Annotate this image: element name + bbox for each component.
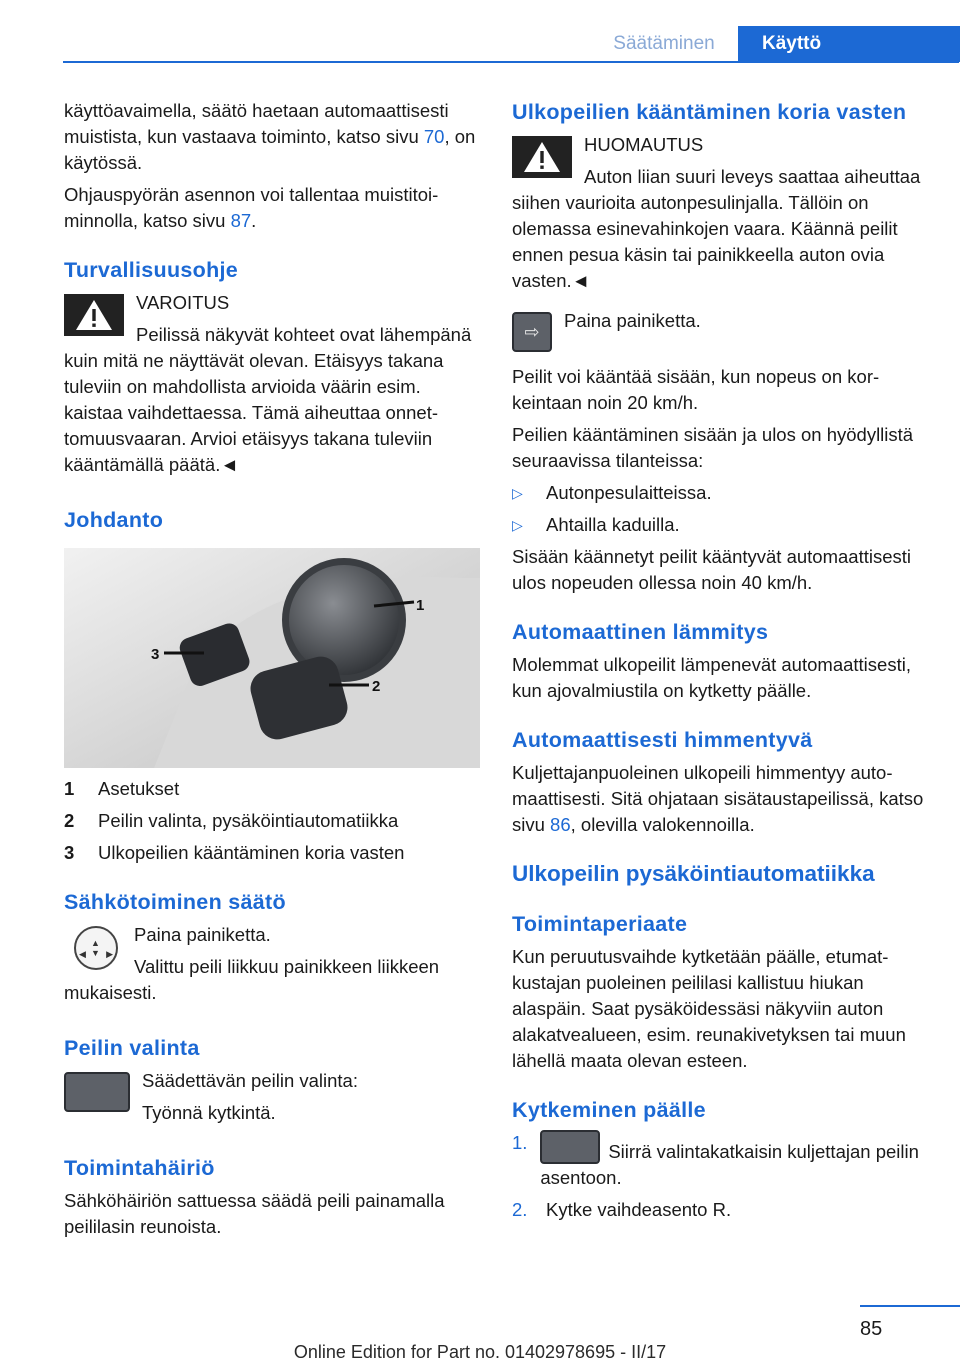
- warning-text: Peilissä näkyvät kohteet ovat lähempänä kuin mitä ne näyttävät olevan. Etäisyys takana tuleviin on mahdollista arvioida väärin esim. kaistaa vaihdettaessa. Tämä aiheuttaa onnettomuusvaaran. Arvioi etäisyys takana tuleviin kääntämällä päätä.◄: [64, 324, 472, 475]
- tab-saataminen[interactable]: Säätäminen: [613, 33, 715, 54]
- legend-item: 2 Peilin valinta, pysäköintiautomatiikka: [64, 810, 399, 831]
- note-block: [512, 132, 928, 300]
- electric-text-2: Valittu peili liikkuu painikkeen liikkeen mukaisesti.: [64, 956, 440, 1003]
- heading-safety: Turvallisuusohje: [64, 258, 239, 282]
- heading-mirror-select: Peilin valinta: [64, 1036, 200, 1060]
- heading-fold-mirrors: Ulkopeilien kääntäminen koria vasten: [512, 100, 907, 124]
- fold-press-text: Paina painiketta.: [564, 310, 701, 331]
- heading-fault: Toimintahäiriö: [64, 1156, 215, 1180]
- left-column: [64, 98, 482, 1246]
- legend-item: 3 Ulkopeilien kääntäminen koria vasten: [64, 842, 405, 863]
- page-link-87[interactable]: 87: [230, 210, 252, 231]
- principle-text: Kun peruutusvaihde kytketään päälle, etumatkustajan puoleinen peililasi kallistuu hiukan alaspäin. Saat pysäköidessäsi näkyviin auton alakatvealueen, esim. reunakivetyksen tai muun lähellä maata olevan esteen.: [512, 946, 906, 1071]
- electric-adjust-block: [64, 922, 482, 1012]
- electric-text-1: Paina painiketta.: [134, 924, 271, 945]
- callout-2: 2: [372, 678, 381, 695]
- note-title: HUOMAUTUS: [584, 134, 704, 155]
- list-item: ▷ Autonpesulaitteissa.: [512, 480, 928, 506]
- heading-intro: Johdanto: [64, 508, 164, 532]
- warning-triangle-icon: [64, 294, 124, 336]
- dimming-text: Kuljettajanpuoleinen ulkopeili himmentyy automaattisesti. Sitä ohjataan sisätaustapeilissä, katso sivu 86, olevilla valokennoilla.: [512, 762, 924, 835]
- bullet-icon: ▷: [512, 517, 523, 533]
- selector-switch-icon: [540, 1130, 600, 1164]
- tab-kaytto[interactable]: Käyttö: [738, 26, 960, 62]
- footer-edition: Online Edition for Part no. 01402978695 - II/17: [293, 1342, 667, 1362]
- fold-text-1: Peilit voi kääntää sisään, kun nopeus on korkeintaan noin 20 km/h.: [512, 366, 880, 413]
- mirror-select-block: [64, 1068, 482, 1132]
- fold-text-3: Sisään käännetyt peilit kääntyvät automaattisesti ulos nopeuden ollessa noin 40 km/h.: [512, 546, 912, 593]
- list-item: ▷ Ahtailla kaduilla.: [512, 512, 928, 538]
- legend-item: 1 Asetukset: [64, 778, 180, 799]
- select-text-1: Säädettävän peilin valinta:: [142, 1070, 358, 1091]
- intro-paragraph-2: Ohjauspyörän asennon voi tallentaa muistitoiminnolla, katso sivu 87.: [64, 184, 439, 231]
- fold-button-block: [512, 308, 928, 354]
- list-item: 2. Kytke vaihdeasento R.: [512, 1199, 732, 1220]
- page-number-rule: [860, 1305, 960, 1307]
- heading-principle: Toimintaperiaate: [512, 912, 688, 936]
- right-column: [512, 98, 928, 1229]
- heading-heating: Automaattinen lämmitys: [512, 620, 769, 644]
- caution-triangle-icon: [512, 136, 572, 178]
- fault-text: Sähköhäiriön sattuessa säädä peili painamalla peililasin reunoista.: [64, 1190, 445, 1237]
- fold-mirror-button-icon: ⇨: [512, 312, 552, 352]
- warning-title: VAROITUS: [136, 292, 230, 313]
- legend-list: [64, 776, 482, 866]
- select-text-2: Työnnä kytkintä.: [142, 1102, 276, 1123]
- mirror-switch-photo: [64, 548, 480, 768]
- four-way-button-icon: ▲ ▼ ◀ ▶: [74, 926, 118, 970]
- callout-1: 1: [416, 597, 425, 614]
- page-link-70[interactable]: 70: [423, 126, 445, 147]
- heading-electric-adjust: Sähkötoiminen säätö: [64, 890, 286, 914]
- warning-block: [64, 290, 482, 484]
- heating-text: Molemmat ulkopeilit lämpenevät automaattisesti, kun ajovalmiustila on kytketty päälle.: [512, 654, 911, 701]
- page-number: 85: [860, 1318, 883, 1340]
- bullet-icon: ▷: [512, 485, 523, 501]
- page-link-86[interactable]: 86: [550, 814, 571, 835]
- selector-switch-icon: [64, 1072, 130, 1112]
- intro-paragraph-1: käyttöavaimella, säätö haetaan automaattisesti muistista, kun vastaava toiminto, katso sivu 70, on käytössä.: [64, 100, 476, 173]
- heading-enable: Kytkeminen päälle: [512, 1098, 706, 1122]
- fold-text-2: Peilien kääntäminen sisään ja ulos on hyödyllistä seuraavissa tilanteissa:: [512, 424, 914, 471]
- note-text: Auton liian suuri leveys saattaa aiheuttaa siihen vaurioita autonpesulinjalla. Tällöin on olemassa esinevahinkojen vaara. Käännä peilit ennen pesua käsin tai painikkeella auton ovia vasten.◄: [512, 166, 921, 291]
- heading-dimming: Automaattisesti himmentyvä: [512, 728, 813, 752]
- callout-3: 3: [151, 646, 160, 663]
- heading-parking-automatic: Ulkopeilin pysäköintiautomatiikka: [512, 861, 875, 886]
- list-item: 1. Siirrä valintakatkaisin kuljettajan peilin asentoon.: [512, 1132, 919, 1188]
